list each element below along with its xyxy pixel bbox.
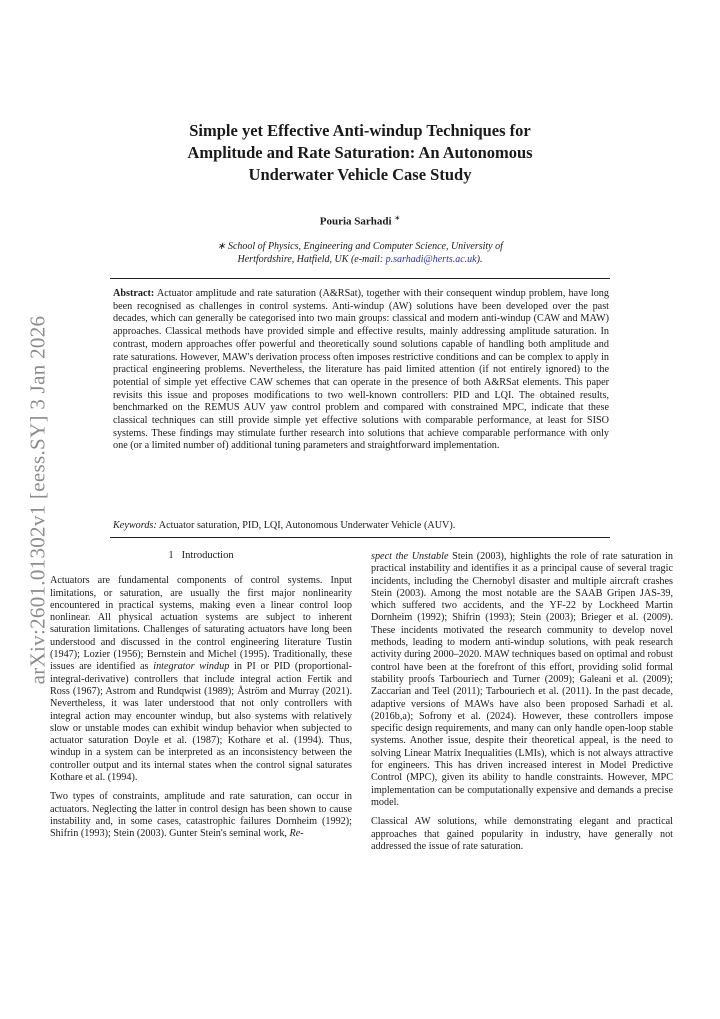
paper-title bbox=[110, 120, 610, 186]
intro-p3-italic: spect the Unstable bbox=[371, 551, 449, 562]
abstract-block bbox=[113, 288, 609, 453]
author-name-text: Pouria Sarhadi bbox=[319, 215, 392, 228]
intro-paragraph-4 bbox=[371, 816, 673, 853]
affiliation-suffix: ). bbox=[476, 254, 483, 265]
intro-p2-italic: Re- bbox=[289, 828, 304, 840]
intro-p1-text-b: in PI or PID (proportional-integral-derivative) controllers that include integral action Fertik and Ross (1967); Astrom and Rundqwist (1989); Åström and Murray (2021). Nevertheless, it was later understood that not only controllers with integral action may encounter windup, but also systems with relatively slow or unstable modes can exhibit windup behavior when subjected to actuator saturation Doyle et al. (1987); Kothare et al. (1994). Thus, windup in a system can be interpreted as an inconsistency between the controller output and its internal states when the control signal saturates Kothare et al. (1994). bbox=[50, 661, 352, 784]
abstract-bottom-rule bbox=[110, 537, 610, 538]
right-column bbox=[371, 551, 673, 860]
keywords-block bbox=[113, 519, 609, 532]
intro-p1-text-a: Actuators are fundamental components of control systems. Input limitations, or saturation, are usually the first major nonlinearity encountered in practical systems, making even a linear control loop nonlinear. All physical actuation systems are subject to inherent saturation limitations. Challenges of saturating actuators have long been understood and discussed in the control engineering literature Tustin (1947); Lozier (1956); Bernstein and Michel (1995). Traditionally, these issues are identified as bbox=[50, 575, 352, 673]
author-name bbox=[110, 214, 610, 228]
arxiv-id-text: arXiv:2601.01302v1 [eess.SY] 3 Jan 2026 bbox=[25, 315, 50, 685]
section-title: Introduction bbox=[181, 550, 234, 561]
keywords-label: Keywords: bbox=[113, 520, 157, 531]
intro-paragraph-2 bbox=[50, 791, 352, 840]
affiliation-prefix: Hertfordshire, Hatfield, UK (e-mail: bbox=[237, 254, 386, 265]
title-line-2: Amplitude and Rate Saturation: An Autonomous bbox=[187, 143, 533, 162]
author-affiliation-mark: ∗ bbox=[394, 214, 401, 222]
intro-p1-italic: integrator windup bbox=[153, 661, 230, 673]
abstract-label: Abstract: bbox=[113, 288, 155, 299]
intro-paragraph-3 bbox=[371, 551, 673, 809]
affiliation-line-2 bbox=[150, 253, 570, 266]
abstract-top-rule bbox=[110, 278, 610, 279]
left-column bbox=[50, 550, 352, 848]
intro-p4-text: Classical AW solutions, while demonstrating elegant and practical approaches that gained popularity in industry, have generally not addressed the issue of rate saturation. bbox=[371, 816, 673, 852]
section-number: 1 bbox=[168, 550, 174, 561]
section-heading-introduction bbox=[50, 550, 352, 562]
affiliation-line-1: ∗ School of Physics, Engineering and Computer Science, University of bbox=[217, 241, 503, 252]
intro-p2-text-a: Two types of constraints, amplitude and rate saturation, can occur in actuators. Neglecting the latter in control design has been shown to cause instability and, in some cases, catastrophic failures Dornheim (1992); Shifrin (1993); Stein (2003). Gunter Stein's seminal work, bbox=[50, 791, 352, 840]
intro-p3-text: Stein (2003), highlights the role of rate saturation in practical instability and identifies it as a principal cause of several tragic incidents, including the Chernobyl disaster and multiple aircraft crashes Stein (2003). Among the most notable are the SAAB Gripen JAS-39, which suffered two accidents, and the YF-22 by Lockheed Martin Dornheim (1992); Shifrin (1993); Stein (2003); Brieger et al. (2009). These incidents motivated the research community to develop novel methods, leading to modern anti-windup solutions, with peak research activity during 2000–2020. MAW techniques based on optimal and robust control have been at the forefront of this effort, providing solid formal stability proofs Tarbouriech and Turner (2009); Galeani et al. (2009); Zaccarian and Teel (2011); Tarbouriech et al. (2011). In the past decade, adaptive versions of MAWs have also been proposed Sarhadi et al. (2016b,a); Sofrony et al. (2024). However, these controllers impose specific design requirements, and many can only handle open-loop stable systems. Another issue, despite their theoretical appeal, is the need to solving Linear Matrix Inequalities (LMIs), which is not always attractive for engineers. This has driven increased interest in Model Predictive Control (MPC), given its ability to handle constraints. However, MPC implementation can be computationally expensive and demands a precise model. bbox=[371, 551, 673, 808]
title-line-1: Simple yet Effective Anti-windup Techniques for bbox=[189, 121, 531, 140]
abstract-text: Actuator amplitude and rate saturation (A&RSat), together with their consequent windup problem, have long been recognised as challenges in control systems. Anti-windup (AW) solutions have been developed over the past decades, which can generally be categorised into two main groups: classical and modern anti-windup (CAW and MAW) approaches. Classical methods have provided simple and effective results, mainly addressing amplitude saturation. In contrast, modern approaches offer powerful and theoretically sound solutions capable of handling both amplitude and rate saturations. However, MAW's derivation process often imposes restrictive conditions and can be complex to apply in practical engineering problems. Nevertheless, the literature has paid limited attention (if not entirely ignored) to the potential of simple yet effective CAW schemes that can operate in the presence of both A&RSat elements. This paper revisits this issue and proposes modifications to two well-known controllers: PID and LQI. The obtained results, benchmarked on the REMUS AUV yaw control problem and compared with constrained MPC, indicate that these classical techniques can still provide simple yet effective solutions with comparable performance, at least for SISO systems. These findings may stimulate further research into solutions that achieve comparable performance with only one (or a limited number of) additional tuning parameters and straightforward implementation. bbox=[113, 288, 609, 452]
author-email-link[interactable]: p.sarhadi@herts.ac.uk bbox=[385, 254, 477, 265]
title-line-3: Underwater Vehicle Case Study bbox=[248, 165, 472, 184]
keywords-text: Actuator saturation, PID, LQI, Autonomous Underwater Vehicle (AUV). bbox=[158, 520, 456, 531]
intro-paragraph-1 bbox=[50, 575, 352, 784]
author-affiliation bbox=[150, 240, 570, 266]
